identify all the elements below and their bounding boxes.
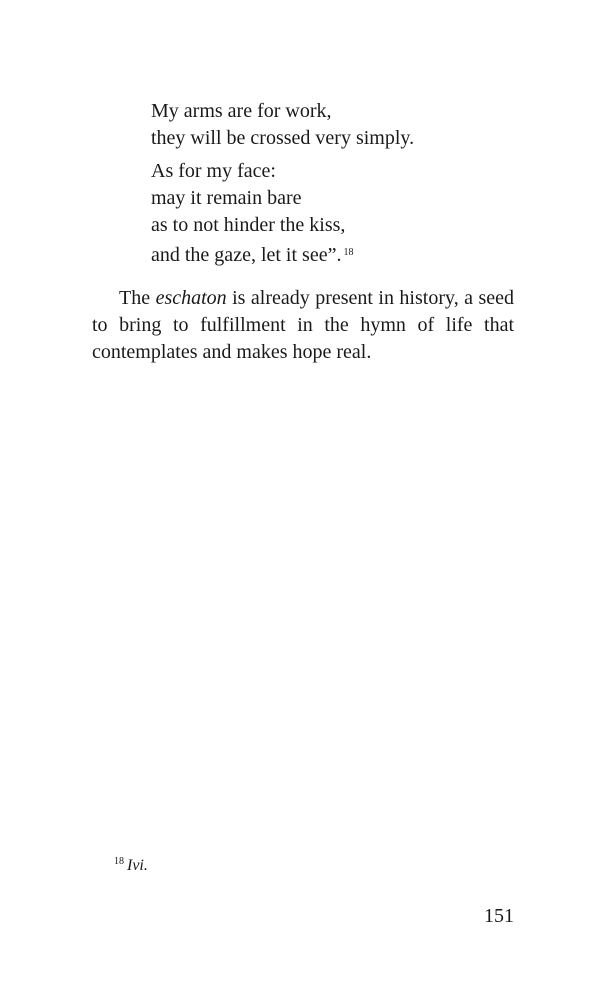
paragraph-emphasis: eschaton: [155, 287, 227, 309]
poem-line: As for my face:: [151, 160, 276, 182]
poem-line: may it remain bare: [151, 187, 302, 209]
poem-line: they will be crossed very simply.: [151, 127, 415, 149]
footnote: [114, 852, 148, 876]
poem-line: as to not hinder the kiss,: [151, 214, 346, 236]
poem-stanza: [151, 98, 531, 152]
poem-line-last: [151, 239, 531, 266]
body-paragraph: [92, 285, 514, 366]
paragraph-text-before: The: [119, 287, 156, 309]
poem-quote: [151, 98, 531, 266]
poem-line-text: and the gaze, let it see”.: [151, 244, 342, 266]
footnote-number: 18: [114, 856, 124, 867]
footnote-reference: 18: [343, 247, 354, 258]
poem-line: My arms are for work,: [151, 100, 332, 122]
paragraph-text-after: is already present in history, a seed to bring to fulfillment in the hymn of life that contemplates and makes hope real.: [92, 287, 515, 363]
page-number: 151: [484, 905, 514, 927]
footnote-text: Ivi.: [127, 857, 148, 874]
poem-stanza: [151, 158, 531, 266]
